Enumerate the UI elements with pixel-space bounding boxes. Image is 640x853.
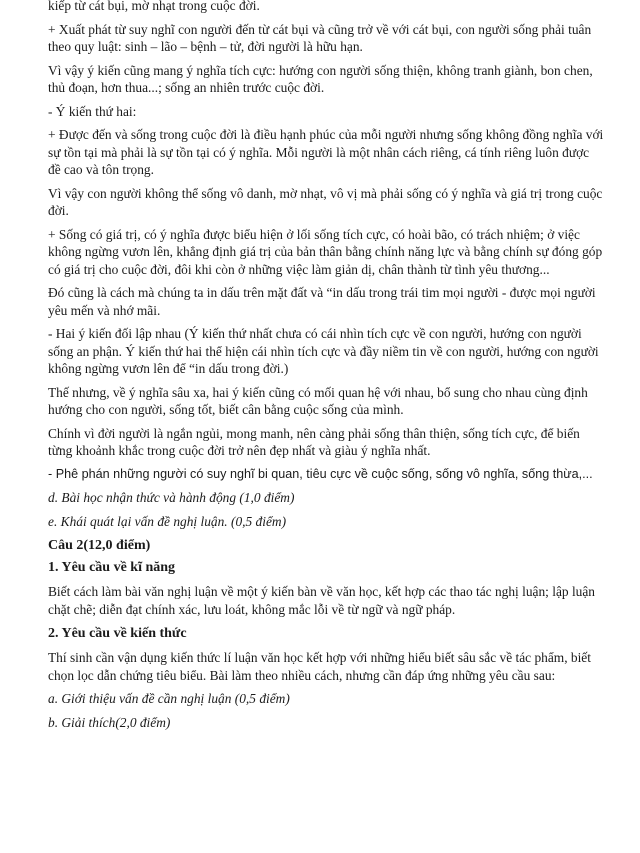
paragraph: Thế nhưng, về ý nghĩa sâu xa, hai ý kiến cũng có mối quan hệ với nhau, bổ sung cho nhau cùng định hướng cho con người, sống tốt, biết cân bằng cuộc sống của mình.: [48, 384, 588, 417]
section-heading-a: a. Giới thiệu vấn đề cần nghị luận (0,5 điểm): [48, 691, 290, 706]
section-heading-e: e. Khái quát lại vấn đề nghị luận. (0,5 điểm): [48, 513, 287, 529]
paragraph: Biết cách làm bài văn nghị luận về một ý kiến bàn về văn học, kết hợp các thao tác nghị luận; lập luận chặt chẽ; diễn đạt chính xác, lưu loát, không mắc lỗi về từ ngữ và ngữ pháp.: [48, 584, 595, 617]
section-heading-b: b. Giải thích(2,0 điểm): [48, 714, 171, 730]
paragraph: - Ý kiến thứ hai:: [48, 103, 137, 119]
skill-requirements-heading: 1. Yêu cầu về kĩ năng: [48, 560, 176, 575]
paragraph: Thí sinh cần vận dụng kiến thức lí luận văn học kết hợp với những hiểu biết sâu sắc về tác phẩm, biết chọn lọc dẫn chứng tiêu biểu. Bài làm theo nhiều cách, nhưng cần đáp ứng những yêu cầu sau:: [48, 650, 591, 683]
paragraph: Đó cũng là cách mà chúng ta in dấu trên mặt đất và “in dấu trong trái tim mọi người - được mọi người yêu mến và nhớ mãi.: [48, 285, 596, 318]
paragraph: Vì vậy ý kiến cũng mang ý nghĩa tích cực: hướng con người sống thiện, không tranh giành, bon chen, thủ đoạn, hơn thua...; sống an nhiên trước cuộc đời.: [48, 62, 593, 95]
paragraph: + Sống có giá trị, có ý nghĩa được biểu hiện ở lối sống tích cực, có hoài bão, có trách nhiệm; ở việc không ngừng vươn lên, khẳng định giá trị của bản thân bằng chính năng lực và bằng chính sự đóng góp có giá trị cho cuộc đời, đôi khi còn ở những việc làm giản dị, chân thành từ tình yêu thương...: [48, 226, 603, 277]
paragraph: kiếp từ cát bụi, mờ nhạt trong cuộc đời.: [48, 0, 260, 13]
paragraph: - Hai ý kiến đối lập nhau (Ý kiến thứ nhất chưa có cái nhìn tích cực về con người, hướng con người sống an phận. Ý kiến thứ hai thể hiện cái nhìn tích cực và đầy niềm tin về con người, hướng con người không ngừng vươn lên để “in dấu trong đời.): [48, 326, 599, 376]
paragraph: - Phê phán những người có suy nghĩ bi quan, tiêu cực về cuộc sống, sống vô nghĩa, sống thừa,...: [48, 466, 593, 481]
paragraph: + Xuất phát từ suy nghĩ con người đến từ cát bụi và cũng trở về với cát bụi, con người sống phải tuân theo quy luật: sinh – lão – bệnh – tử, đời người là hữu hạn.: [48, 21, 592, 54]
section-heading-d: d. Bài học nhận thức và hành động (1,0 điểm): [48, 490, 295, 505]
question-2-heading: Câu 2(12,0 điểm): [48, 538, 151, 553]
paragraph: + Được đến và sống trong cuộc đời là điều hạnh phúc của mỗi người nhưng sống không đồng nghĩa với sự tồn tại mà phải là sự tồn tại có ý nghĩa. Mỗi người là một nhân cách riêng, cá tính riêng luôn được đề cao và tôn trọng.: [48, 127, 604, 177]
paragraph: Chính vì đời người là ngắn ngủi, mong manh, nên càng phải sống thân thiện, sống tích cực, để biến từng khoảnh khắc trong cuộc đời trở nên đẹp nhất và giàu ý nghĩa nhất.: [48, 425, 580, 458]
knowledge-requirements-heading: 2. Yêu cầu về kiến thức: [48, 626, 187, 641]
paragraph: Vì vậy con người không thể sống vô danh, mờ nhạt, vô vị mà phải sống có ý nghĩa và giá trị trong cuộc đời.: [48, 185, 603, 218]
